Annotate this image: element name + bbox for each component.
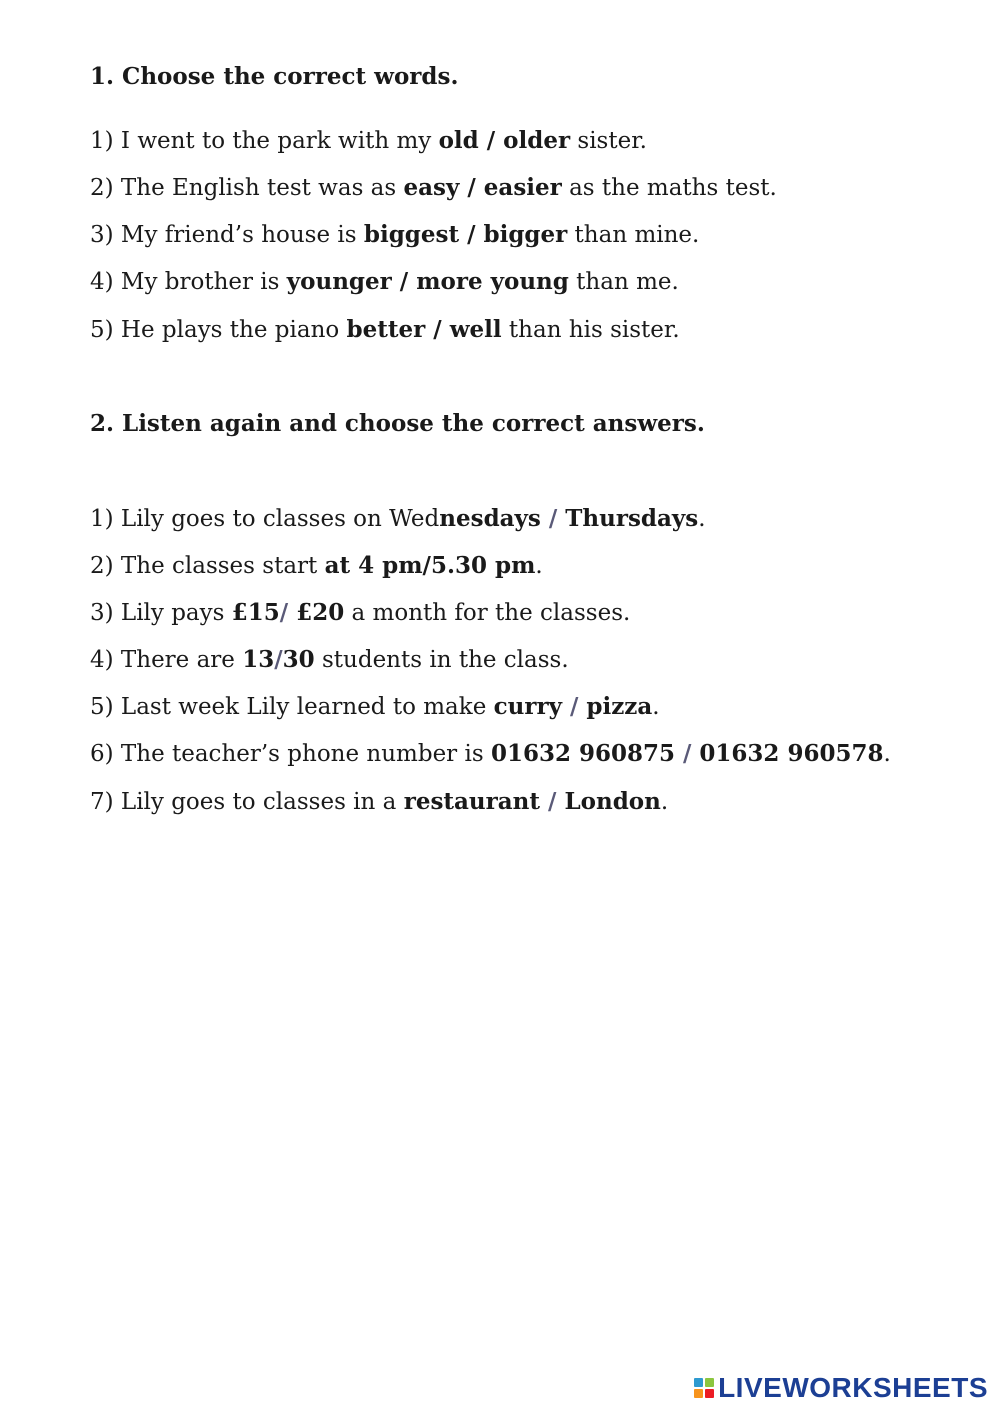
option-separator: / — [274, 646, 283, 673]
option-b[interactable]: 30 — [282, 646, 315, 673]
option-a[interactable]: £15 — [231, 599, 280, 626]
option-b[interactable]: bigger — [483, 221, 568, 248]
option-separator: / — [391, 268, 417, 295]
option-b[interactable]: older — [503, 127, 571, 154]
section-1-item-5 — [90, 315, 680, 345]
item-text: 4) There are — [90, 647, 243, 673]
section-1-item-1 — [90, 126, 647, 156]
section-1-item-2 — [90, 173, 777, 203]
option-b[interactable]: Thursdays — [565, 505, 699, 532]
section-1-item-3 — [90, 220, 699, 250]
item-text: 1) I went to the park with my — [90, 128, 439, 154]
item-text: 7) Lily goes to classes in a — [90, 789, 404, 815]
item-text: . — [883, 741, 891, 767]
item-text: 6) The teacher’s phone number is — [90, 741, 491, 767]
option-b[interactable]: 01632 960578 — [699, 740, 884, 767]
section-2-item-4 — [90, 645, 569, 675]
item-text: than me. — [568, 269, 679, 295]
item-text: . — [698, 506, 706, 532]
item-text: 4) My brother is — [90, 269, 287, 295]
option-separator: / — [279, 599, 297, 626]
option-separator: / — [540, 505, 566, 532]
item-text: 2) The English test was as — [90, 175, 404, 201]
item-text: as the maths test. — [561, 175, 777, 201]
option-separator: / — [459, 174, 484, 201]
section-1-heading: 1. Choose the correct words. — [90, 63, 459, 90]
item-text: 5) Last week Lily learned to make — [90, 694, 494, 720]
option-separator: / — [459, 221, 484, 248]
logo-text: LIVEWORKSHEETS — [718, 1372, 988, 1403]
liveworksheets-logo — [694, 1371, 988, 1405]
item-text: . — [652, 694, 660, 720]
option-a[interactable]: 01632 960875 — [490, 740, 675, 767]
item-text: sister. — [570, 128, 647, 154]
option-a[interactable]: 13 — [242, 646, 275, 673]
option-separator: / — [540, 788, 565, 815]
item-text: students in the class. — [314, 647, 569, 673]
option-a[interactable]: curry — [493, 693, 562, 720]
section-2-item-6 — [90, 739, 891, 769]
item-text: a month for the classes. — [344, 600, 631, 626]
option-a[interactable]: restaurant — [403, 788, 541, 815]
item-text: than mine. — [567, 222, 700, 248]
option-a[interactable]: better — [346, 316, 426, 343]
option-separator: / — [478, 127, 504, 154]
item-text: 3) Lily pays — [90, 600, 232, 626]
logo-squares-icon — [694, 1378, 714, 1398]
option-b[interactable]: more young — [416, 268, 569, 295]
option-a[interactable]: old — [438, 127, 479, 154]
item-text: than his sister. — [501, 317, 680, 343]
item-text: 5) He plays the piano — [90, 317, 347, 343]
section-2-item-5 — [90, 692, 660, 722]
item-text: . — [535, 553, 543, 579]
option-a[interactable]: younger — [286, 268, 392, 295]
section-1-item-4 — [90, 267, 679, 297]
option-b[interactable]: well — [449, 316, 502, 343]
section-2-item-7 — [90, 787, 668, 817]
option-separator: / — [675, 740, 700, 767]
option-b[interactable]: easier — [483, 174, 562, 201]
item-text: 3) My friend’s house is — [90, 222, 364, 248]
option-a[interactable]: at 4 pm/5.30 pm — [324, 552, 536, 579]
option-b[interactable]: £20 — [296, 599, 345, 626]
item-text: . — [660, 789, 669, 815]
section-2-item-2 — [90, 551, 543, 581]
item-text: 2) The classes start — [90, 553, 325, 579]
item-text: 1) Lily goes to classes on Wed — [90, 506, 440, 532]
option-a[interactable]: easy — [403, 174, 460, 201]
option-separator: / — [425, 316, 450, 343]
section-2-item-3 — [90, 598, 630, 628]
section-2-heading: 2. Listen again and choose the correct answers. — [90, 410, 705, 437]
option-a[interactable]: nesdays — [439, 505, 541, 532]
option-b[interactable]: pizza — [586, 693, 653, 720]
option-a[interactable]: biggest — [363, 221, 460, 248]
section-2-item-1 — [90, 504, 706, 534]
option-separator: / — [561, 693, 587, 720]
option-b[interactable]: London — [564, 788, 661, 815]
